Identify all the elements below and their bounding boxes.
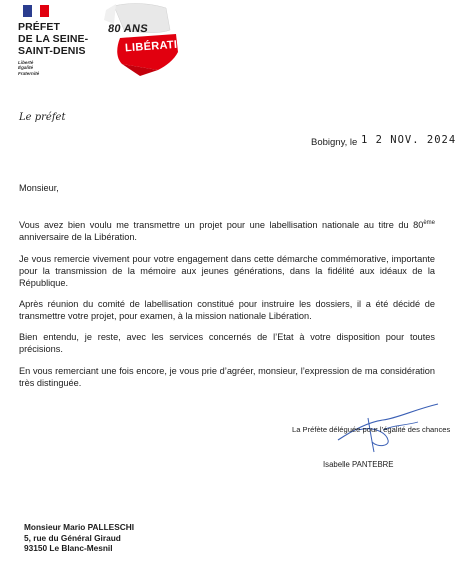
flag-blue-band <box>23 5 32 17</box>
address-line: 93150 Le Blanc-Mesnil <box>24 543 113 554</box>
address-line: 5, rue du Général Giraud <box>24 532 121 543</box>
french-flag-icon <box>23 5 49 17</box>
republic-motto <box>18 60 39 76</box>
logo-top-text: 80 ANS <box>107 23 149 35</box>
paragraph-1-text-b: anniversaire de la Libération. <box>19 231 137 242</box>
motto-line: Liberté <box>18 60 34 65</box>
logo-bottom-text: LIBÉRATION <box>124 37 195 55</box>
handwritten-margin-note: Le préfet <box>19 112 66 123</box>
date-stamp: 1 2 NOV. 2024 <box>361 134 457 146</box>
flag-red-band <box>40 5 49 17</box>
signatory-name: Isabelle PANTEBRE <box>323 460 394 469</box>
date-place: Bobigny, le <box>311 137 358 148</box>
paragraph-1-text-a: Vous avez bien voulu me transmettre un projet pour une labellisation nationale au titre du 80 <box>19 220 424 230</box>
prefecture-line: DE LA SEINE- <box>18 33 89 45</box>
paragraph-2: Je vous remercie vivement pour votre engagement dans cette démarche commémorative, importante pour la transmission de la mémoire aux jeunes générations, dans la fidélité aux idéaux de la République. <box>19 254 435 288</box>
motto-line: Égalité <box>18 65 34 71</box>
salutation: Monsieur, <box>19 183 59 193</box>
prefecture-name <box>18 21 88 57</box>
address-line: Monsieur Mario PALLESCHI <box>24 522 135 532</box>
paragraph-1 <box>19 220 435 244</box>
paragraph-4: Bien entendu, je reste, avec les services concernés de l’Etat à votre disposition pour toutes précisions. <box>19 332 435 354</box>
signatory-title: La Préfète déléguée pour l’égalité des chances <box>292 425 451 434</box>
flag-white-band <box>32 5 41 17</box>
paragraph-3: Après réunion du comité de labellisation constitué pour instruire les dossiers, il a été décidé de transmettre votre projet, pour examen, à la mission nationale Libération. <box>19 299 435 321</box>
paragraph-5: En vous remerciant une fois encore, je vous prie d’agréer, monsieur, l’expression de ma considération très distinguée. <box>19 366 435 388</box>
paragraph-1-superscript: ème <box>423 219 435 226</box>
prefecture-line: SAINT-DENIS <box>18 45 86 57</box>
motto-line: Fraternité <box>18 70 40 76</box>
prefecture-line: PRÉFET <box>18 21 61 33</box>
recipient-address <box>24 522 134 554</box>
